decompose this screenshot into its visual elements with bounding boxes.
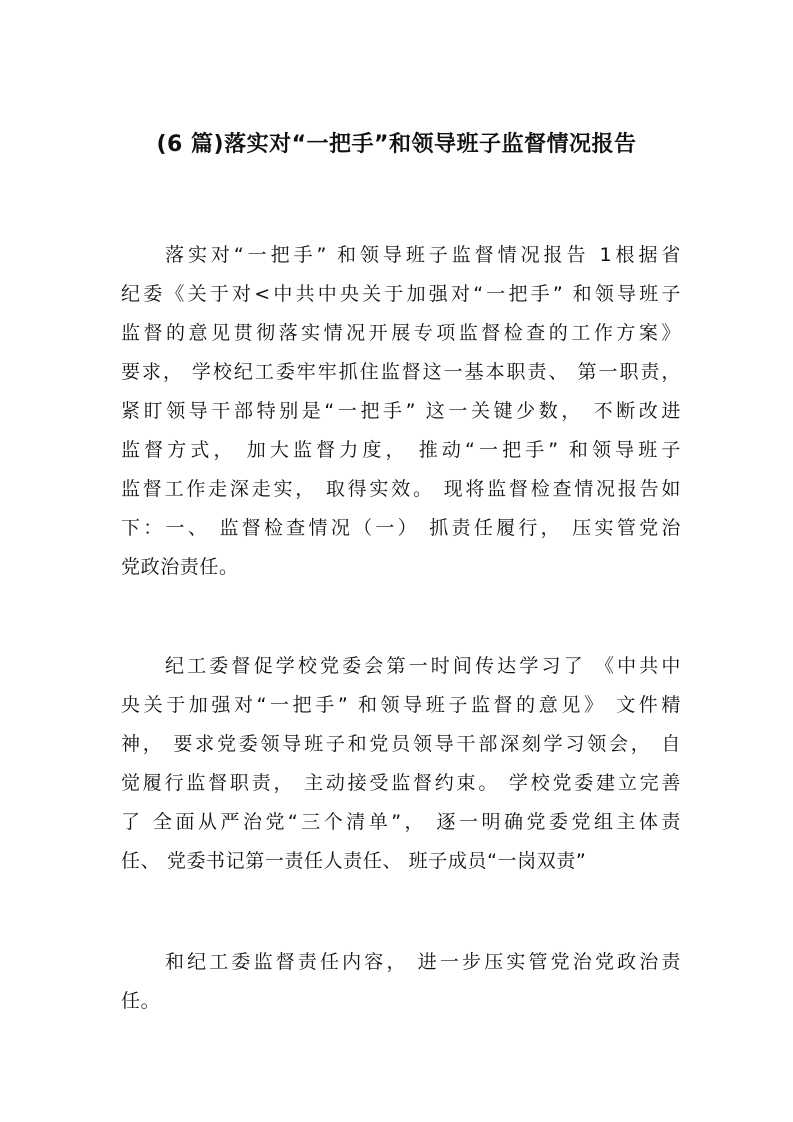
paragraph-line: 紧盯领导干部特别是“一把手” 这一关键少数， 不断改进 — [121, 400, 681, 422]
paragraph-3 — [121, 943, 681, 1021]
paragraph-line: 落实对“一把手” 和领导班子监督情况报告 1根据省 — [165, 244, 681, 266]
paragraph-line: 党政治责任。 — [121, 556, 239, 578]
paragraph-line: 了 全面从严治党“三个清单”， 逐一明确党委党组主体责 — [121, 811, 681, 833]
paragraph-line: 纪委《关于对<中共中央关于加强对“一把手” 和领导班子 — [121, 283, 681, 305]
paragraph-line: 纪工委督促学校党委会第一时间传达学习了 《中共中 — [165, 655, 681, 677]
paragraph-line: 监督工作走深走实， 取得实效。 现将监督检查情况报告如 — [121, 478, 681, 500]
paragraph-line: 觉履行监督职责， 主动接受监督约束。 学校党委建立完善 — [121, 772, 681, 794]
paragraph-line: 监督方式， 加大监督力度， 推动“一把手” 和领导班子 — [121, 439, 681, 461]
paragraph-2 — [121, 647, 681, 881]
paragraph-line: 要求， 学校纪工委牢牢抓住监督这一基本职责、 第一职责， — [121, 361, 681, 383]
paragraph-line: 监督的意见贯彻落实情况开展专项监督检查的工作方案》 — [121, 322, 681, 344]
paragraph-line: 下：一、 监督检查情况（一） 抓责任履行， 压实管党治 — [121, 517, 681, 539]
paragraph-line: 任、 党委书记第一责任人责任、 班子成员“一岗双责” — [121, 850, 587, 872]
paragraph-line: 任。 — [121, 990, 161, 1012]
document-title: (6 篇)落实对“一把手”和领导班子监督情况报告 — [156, 132, 637, 157]
paragraph-line: 神， 要求党委领导班子和党员领导干部深刻学习领会， 自 — [121, 733, 681, 755]
paragraph-1 — [121, 236, 681, 587]
paragraph-line: 和纪工委监督责任内容， 进一步压实管党治党政治责 — [165, 951, 681, 973]
paragraph-line: 央关于加强对“一把手” 和领导班子监督的意见》 文件精 — [121, 694, 681, 716]
